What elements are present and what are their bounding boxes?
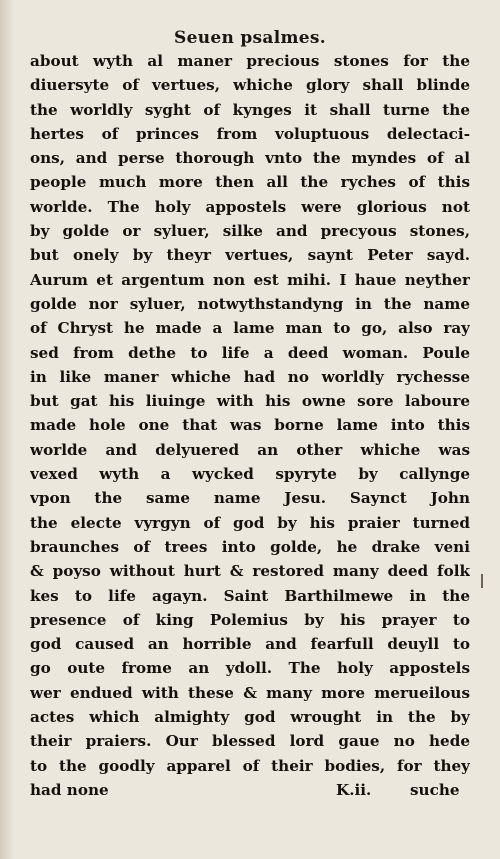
- page-gutter-shadow: [0, 0, 14, 859]
- text-line: vpon the same name Jesu. Saynct John: [30, 489, 470, 508]
- text-line: people much more then all the ryches of this: [30, 173, 470, 192]
- text-line: but onely by theyr vertues, saynt Peter sayd.: [30, 246, 470, 265]
- text-line: wer endued with these & many more merueilous: [30, 683, 470, 702]
- text-line: to the goodly apparel of their bodies, for they: [30, 756, 470, 775]
- text-line: made hole one that was borne lame into this: [30, 416, 470, 435]
- text-line: in like maner whiche had no worldly rychesse: [30, 367, 470, 386]
- page-body: [30, 49, 470, 802]
- text-line: worlde. The holy appostels were glorious not: [30, 197, 470, 216]
- margin-mark: [481, 574, 483, 588]
- text-line: about wyth al maner precious stones for the: [30, 52, 470, 70]
- text-line: Aurum et argentum non est mihi. I haue neyther: [30, 270, 470, 289]
- text-line: & poyso without hurt & restored many deed folk: [30, 562, 470, 581]
- final-line-text: had none: [30, 780, 109, 799]
- text-line: go oute frome an ydoll. The holy appostels: [30, 659, 470, 678]
- text-line: by golde or syluer, silke and precyous stones,: [30, 222, 470, 241]
- text-line: hertes of princes from voluptuous delectaci-: [30, 124, 470, 143]
- running-header: Seuen psalmes.: [174, 28, 326, 48]
- text-line: worlde and delyuered an other whiche was: [30, 440, 470, 459]
- signature-mark: K.ii.: [336, 780, 372, 799]
- text-line: sed from dethe to life a deed woman. Poule: [30, 343, 470, 362]
- text-line: presence of king Polemius by his prayer to: [30, 610, 470, 629]
- text-line: their praiers. Our blessed lord gaue no hede: [30, 732, 470, 751]
- catchword: suche: [410, 780, 460, 799]
- text-line: god caused an horrible and fearfull deuyll to: [30, 635, 470, 654]
- text-line: but gat his liuinge with his owne sore laboure: [30, 392, 470, 411]
- text-line: diuersyte of vertues, whiche glory shall blinde: [30, 76, 470, 95]
- text-line: of Chryst he made a lame man to go, also ray: [30, 319, 470, 338]
- text-line: actes which almighty god wrought in the by: [30, 708, 470, 727]
- text-line: ons, and perse thorough vnto the myndes of al: [30, 149, 470, 168]
- final-text-line: [30, 778, 470, 802]
- text-line: braunches of trees into golde, he drake veni: [30, 537, 470, 556]
- text-line: the electe vyrgyn of god by his praier turned: [30, 513, 470, 532]
- text-line: the worldly syght of kynges it shall turne the: [30, 100, 470, 119]
- text-line: vexed wyth a wycked spyryte by callynge: [30, 465, 470, 484]
- text-line: golde nor syluer, notwythstandyng in the name: [30, 294, 470, 313]
- text-line: kes to life agayn. Saint Barthilmewe in the: [30, 586, 470, 605]
